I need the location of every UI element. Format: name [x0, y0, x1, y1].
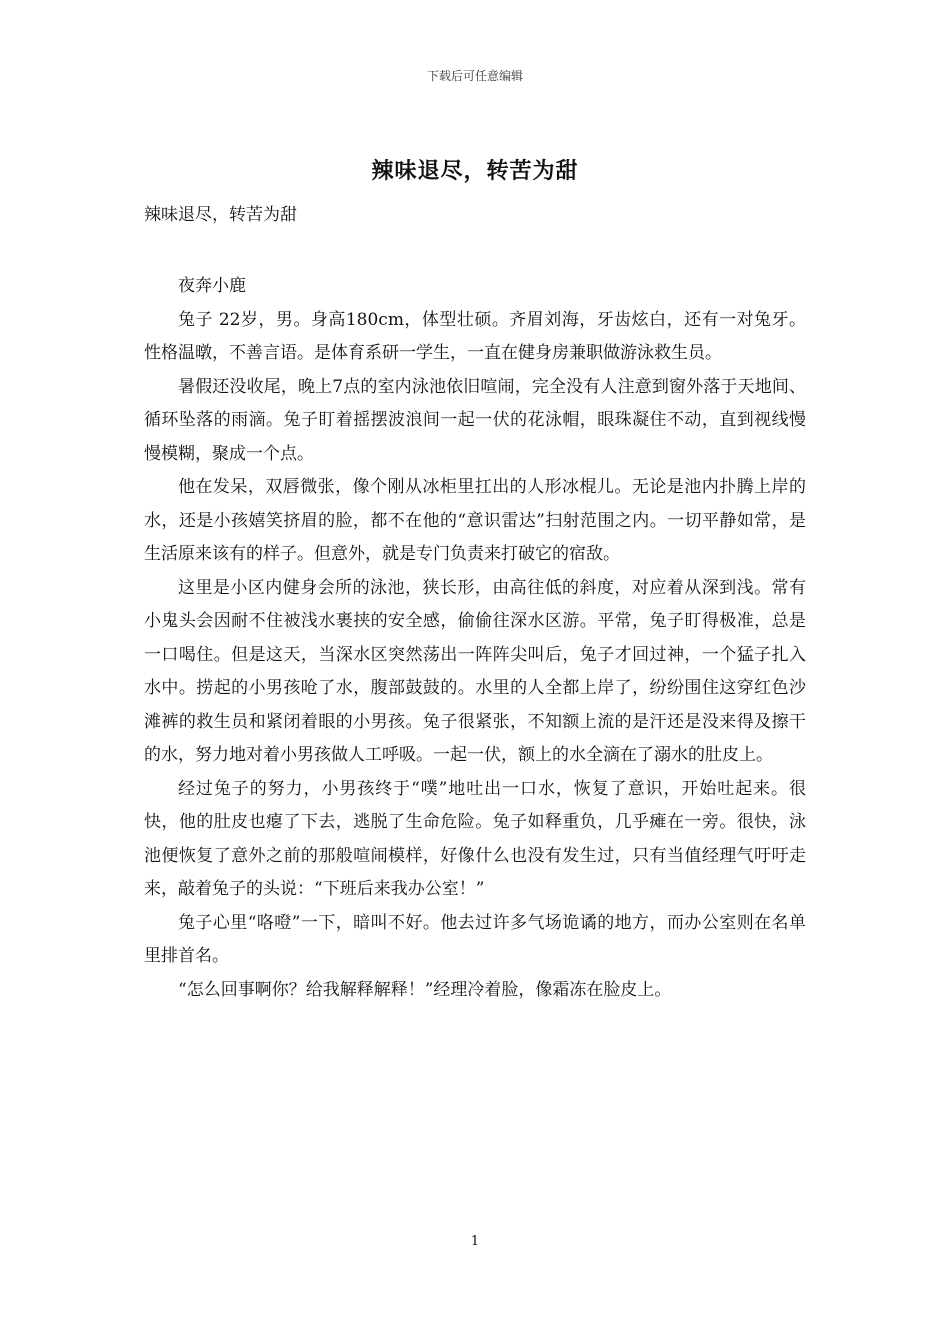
body-paragraph: 他在发呆，双唇微张，像个刚从冰柜里扛出的人形冰棍儿。无论是池内扑腾上岸的水，还是小孩嬉笑挤眉的脸，都不在他的“意识雷达”扫射范围之内。一切平静如常，是生活原来该有的样子。但意外，就是专门负责来打破它的宿敌。	[144, 477, 806, 564]
body-paragraph: 经过兔子的努力，小男孩终于“噗”地吐出一口水，恢复了意识，开始吐起来。很快，他的肚皮也瘪了下去，逃脱了生命危险。兔子如释重负，几乎瘫在一旁。很快，泳池便恢复了意外之前的那般喧闹模样，好像什么也没有发生过，只有当值经理气吁吁走来，敲着兔子的头说：“下班后来我办公室！”	[144, 778, 806, 899]
document-title: 辣味退尽，转苦为甜	[371, 158, 579, 184]
author-line: 夜奔小鹿	[178, 276, 246, 296]
document-subtitle: 辣味退尽，转苦为甜	[144, 205, 297, 225]
page-header-note: 下载后可任意编辑	[426, 69, 523, 83]
body-paragraph: 这里是小区内健身会所的泳池，狭长形，由高往低的斜度，对应着从深到浅。常有小鬼头会因耐不住被浅水裹挟的安全感，偷偷往深水区游。平常，兔子盯得极准，总是一口喝住。但是这天，当深水区突然荡出一阵阵尖叫后，兔子才回过神，一个猛子扎入水中。捞起的小男孩呛了水，腹部鼓鼓的。水里的人全都上岸了，纷纷围住这穿红色沙滩裤的救生员和紧闭着眼的小男孩。兔子很紧张，不知额上流的是汗还是没来得及擦干的水，努力地对着小男孩做人工呼吸。一起一伏，额上的水全滴在了溺水的肚皮上。	[144, 577, 806, 765]
body-paragraph: 暑假还没收尾，晚上7点的室内泳池依旧喧闹，完全没有人注意到窗外落于天地间、循环坠落的雨滴。兔子盯着摇摆波浪间一起一伏的花泳帽，眼珠凝住不动，直到视线慢慢模糊，聚成一个点。	[144, 376, 806, 464]
body-paragraph: 兔子心里“咯噔”一下，暗叫不好。他去过许多气场诡谲的地方，而办公室则在名单里排首名。	[144, 912, 806, 966]
body-paragraph: 兔子 22岁，男。身高180cm，体型壮硕。齐眉刘海，牙齿炫白，还有一对兔牙。性格温暾，不善言语。是体育系研一学生，一直在健身房兼职做游泳救生员。	[144, 309, 806, 363]
page-number: 1	[470, 1234, 480, 1249]
document-body	[144, 270, 806, 1007]
body-paragraph: “怎么回事啊你？给我解释解释！”经理冷着脸，像霜冻在脸皮上。	[178, 979, 672, 1000]
